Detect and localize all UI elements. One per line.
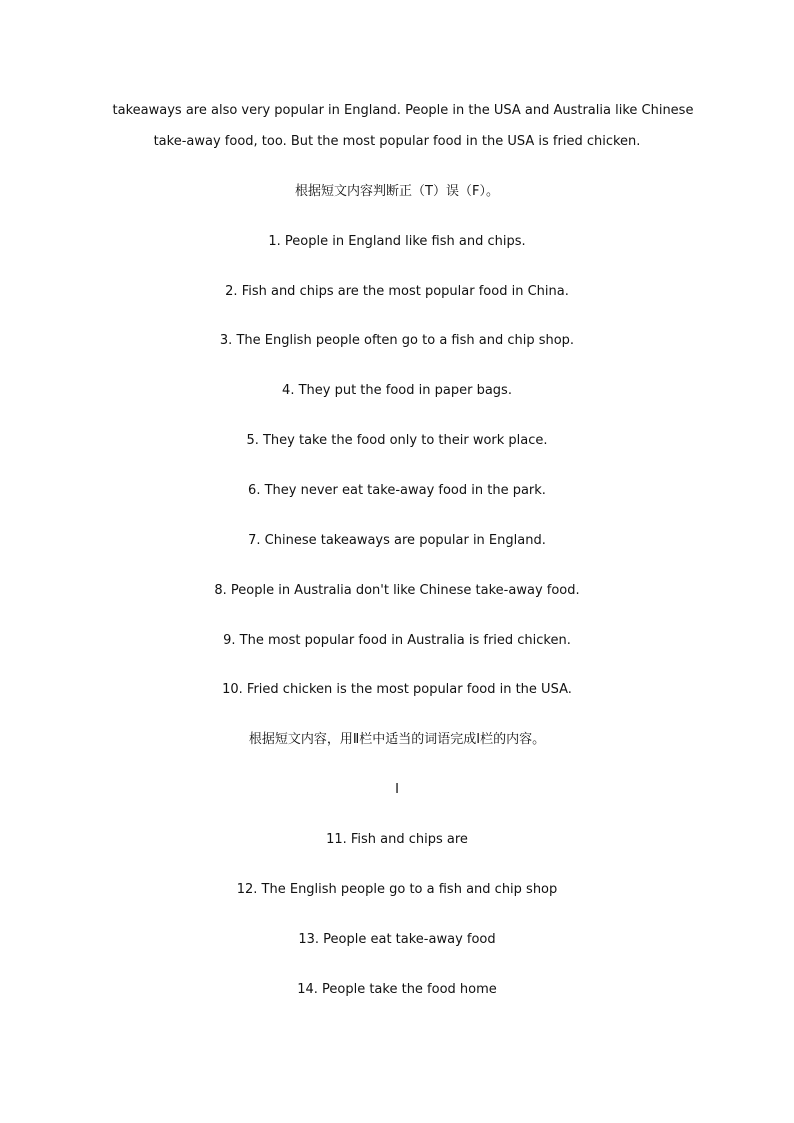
match-item-11: 11. Fish and chips are	[326, 832, 468, 847]
tf-item-5: 5. They take the food only to their work place.	[246, 433, 548, 448]
tf-item-3: 3. The English people often go to a fish and chip shop.	[219, 333, 575, 348]
match-column-label: Ⅰ	[395, 782, 399, 797]
tf-item-4: 4. They put the food in paper bags.	[282, 383, 512, 398]
tf-item-7: 7. Chinese takeaways are popular in England.	[248, 533, 546, 548]
match-item-13: 13. People eat take-away food	[298, 932, 496, 947]
tf-item-2: 2. Fish and chips are the most popular food in China.	[225, 284, 569, 299]
tf-item-1: 1. People in England like fish and chips.	[268, 234, 526, 249]
match-item-14: 14. People take the food home	[297, 982, 497, 997]
match-instruction: 根据短文内容，用Ⅱ栏中适当的词语完成Ⅰ栏的内容。	[248, 732, 546, 747]
passage-line-2: take-away food, too. But the most popular food in the USA is fried chicken.	[153, 134, 641, 149]
tf-item-6: 6. They never eat take-away food in the park.	[248, 483, 546, 498]
tf-item-8: 8. People in Australia don't like Chinese take-away food.	[214, 583, 580, 598]
match-item-12: 12. The English people go to a fish and chip shop	[236, 882, 558, 897]
tf-item-10: 10. Fried chicken is the most popular food in the USA.	[222, 682, 572, 697]
tf-instruction: 根据短文内容判断正（T）误（F）。	[295, 184, 499, 199]
passage-line-1: takeaways are also very popular in England. People in the USA and Australia like Chinese	[112, 103, 694, 118]
tf-item-9: 9. The most popular food in Australia is fried chicken.	[223, 633, 571, 648]
